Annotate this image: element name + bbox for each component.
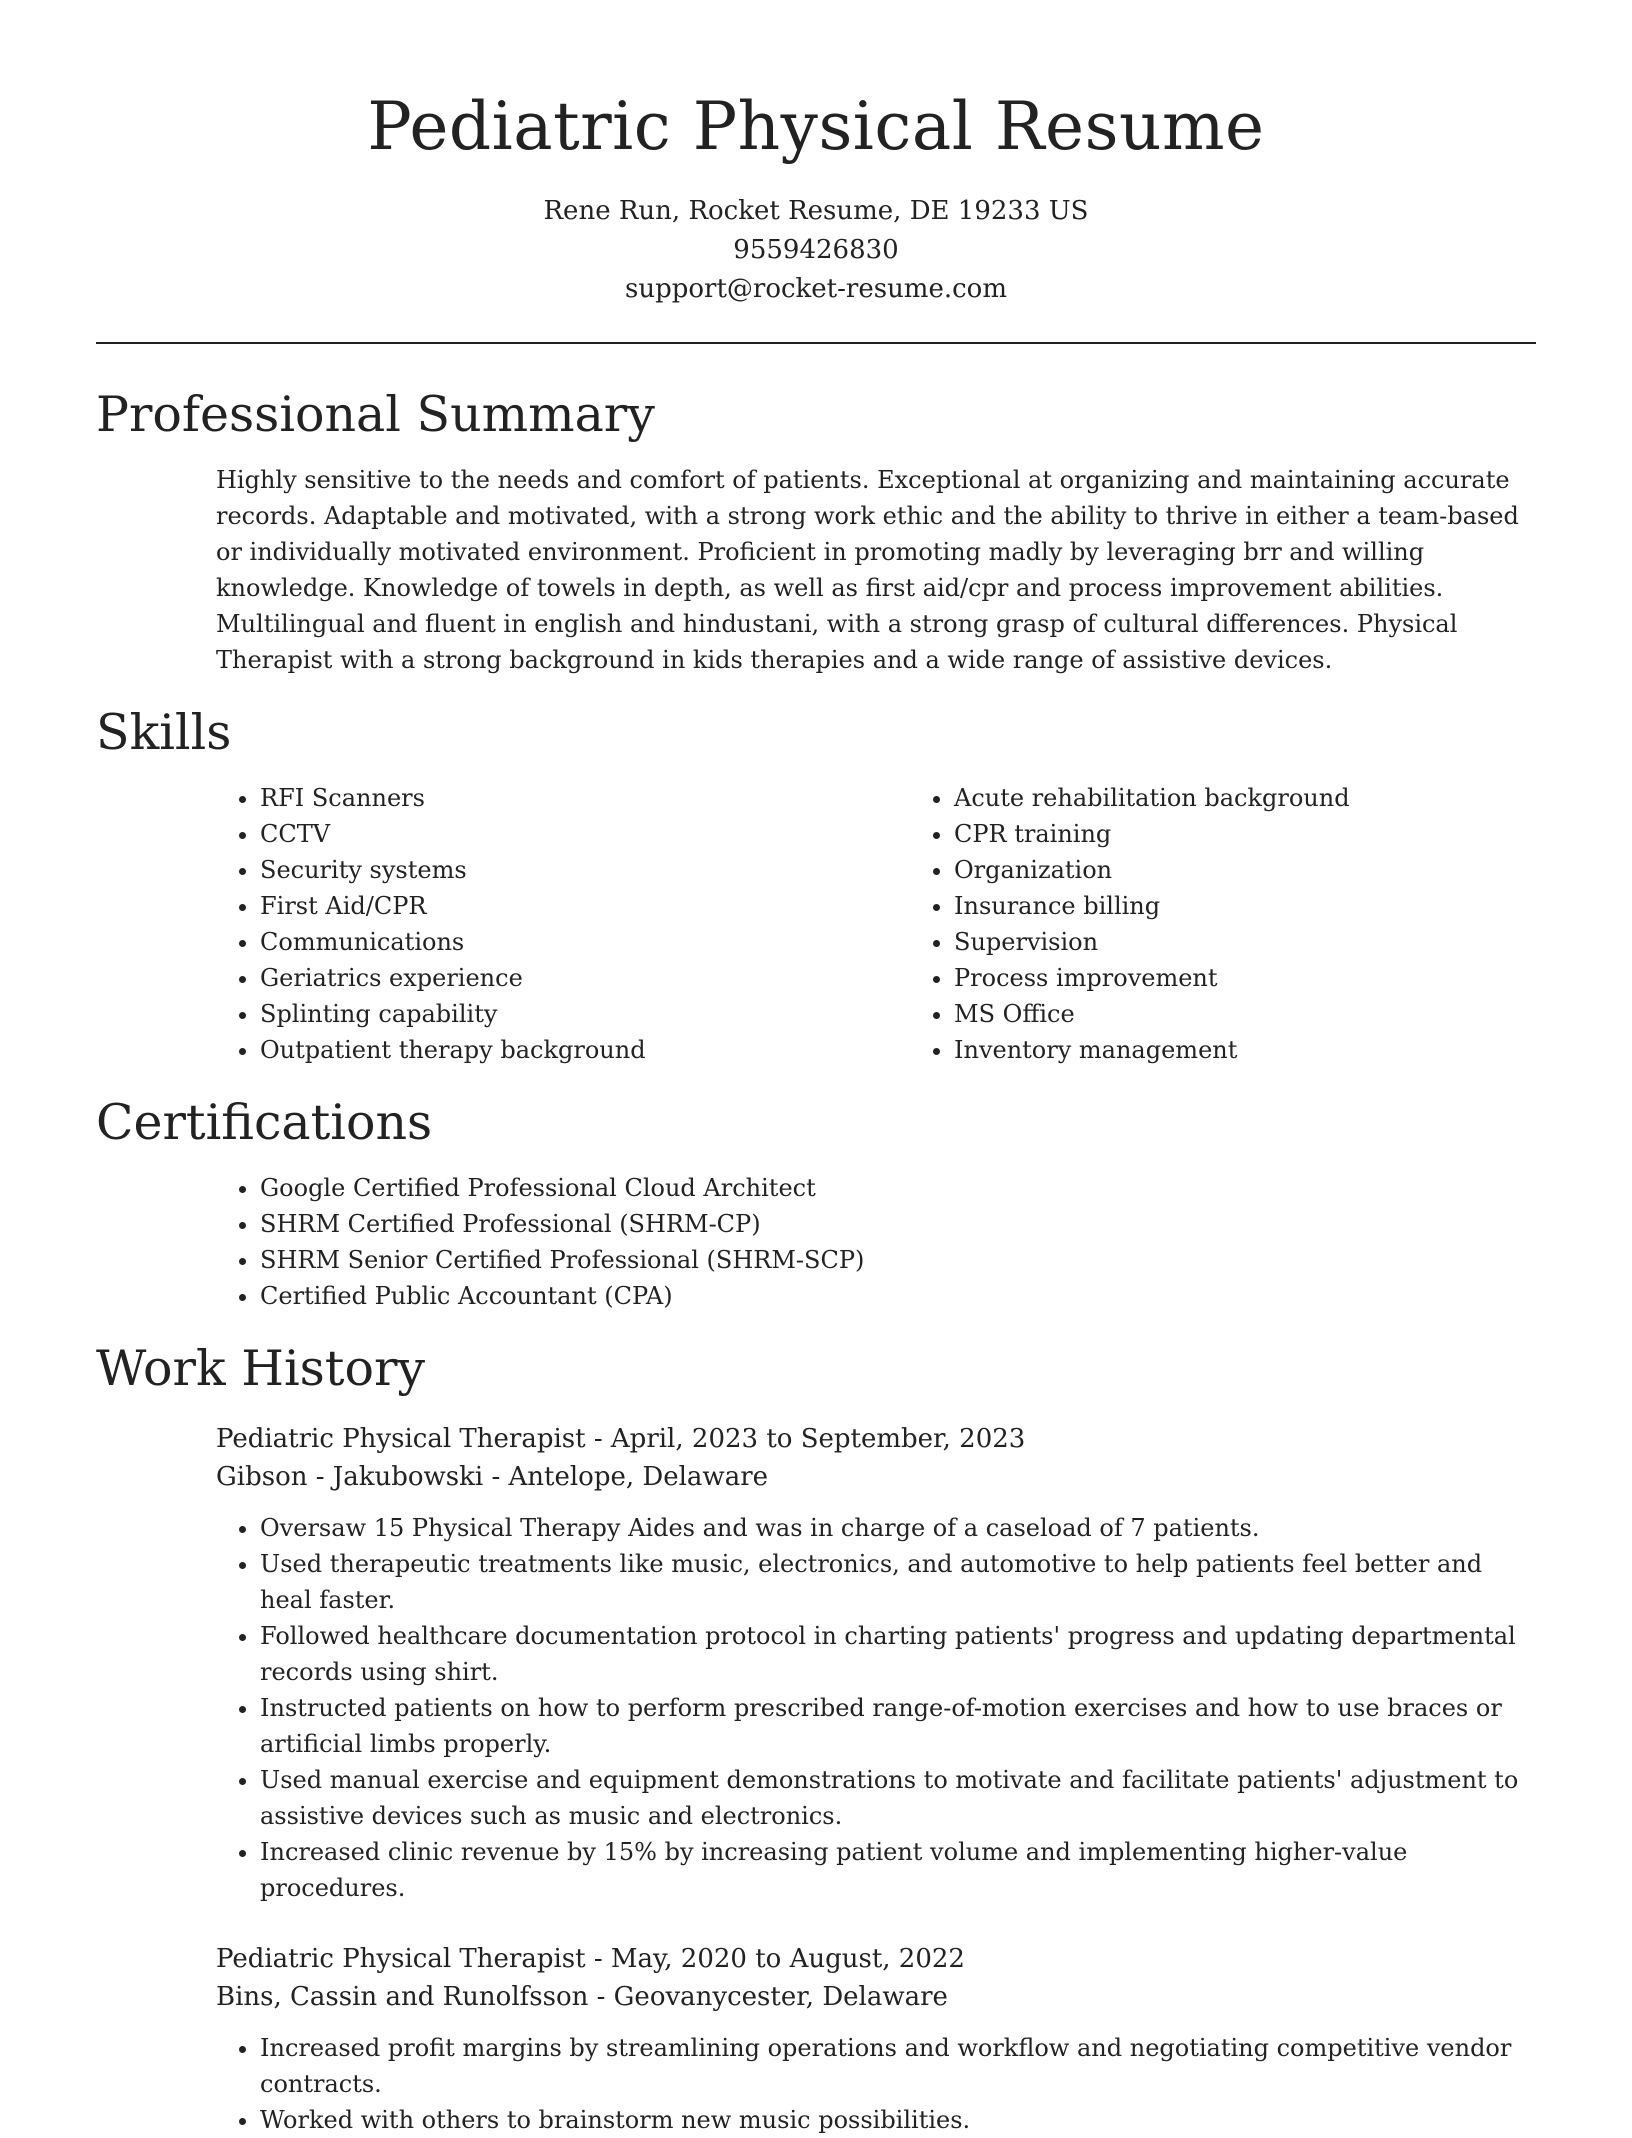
- skill-item: • Process improvement: [954, 960, 1536, 996]
- skill-item: • CPR training: [954, 816, 1536, 852]
- skills-section: [96, 698, 1536, 1068]
- certification-item: • Certified Public Accountant (CPA): [260, 1278, 1536, 1314]
- job-duty: • Increased profit margins by streamlining operations and workflow and negotiating competitive vendor contracts.: [260, 2030, 1536, 2102]
- skill-item: • Inventory management: [954, 1032, 1536, 1068]
- skill-item: • Acute rehabilitation background: [954, 780, 1536, 816]
- job-company: Gibson - Jakubowski: [216, 1462, 484, 1492]
- skill-item: • Supervision: [954, 924, 1536, 960]
- skills-left-list: [96, 780, 910, 1068]
- job-location: - Geovanycester, Delaware: [588, 1982, 948, 2012]
- certification-item: • SHRM Certified Professional (SHRM-CP): [260, 1206, 1536, 1242]
- job-title-line: [216, 1420, 1536, 1458]
- resume-title: Pediatric Physical Resume: [367, 88, 1265, 165]
- certifications-section: [96, 1088, 1536, 1314]
- job-duty: • Oversaw 15 Physical Therapy Aides and was in charge of a caseload of 7 patients.: [260, 1510, 1536, 1546]
- job-duty: • Followed healthcare documentation protocol in charting patients' progress and updating departmental records using shirt.: [260, 1618, 1536, 1690]
- resume-body: [96, 380, 1536, 2138]
- header-divider: [96, 342, 1536, 344]
- contact-address: Rene Run, Rocket Resume, DE 19233 US: [543, 196, 1089, 226]
- job-duties-list: [216, 1510, 1536, 1906]
- certifications-heading: Certifications: [96, 1094, 433, 1151]
- skill-item: • CCTV: [260, 816, 910, 852]
- job-duty: • Used therapeutic treatments like music, electronics, and automotive to help patients feel better and heal faster.: [260, 1546, 1536, 1618]
- job-duty: • Used manual exercise and equipment demonstrations to motivate and facilitate patients' adjustment to assistive devices such as music and electronics.: [260, 1762, 1536, 1834]
- summary-section: [96, 380, 1536, 678]
- skill-item: • RFI Scanners: [260, 780, 910, 816]
- job-title: Pediatric Physical Therapist: [216, 1424, 586, 1454]
- contact-info: [0, 192, 1632, 309]
- skill-item: • Geriatrics experience: [260, 960, 910, 996]
- skills-columns: [96, 780, 1536, 1068]
- job-company: Bins, Cassin and Runolfsson: [216, 1982, 589, 2012]
- job-company-line: [216, 1978, 1536, 2016]
- skill-item: • MS Office: [954, 996, 1536, 1032]
- skill-item: • Security systems: [260, 852, 910, 888]
- skills-right-list: [910, 780, 1536, 1068]
- summary-heading: Professional Summary: [96, 386, 655, 443]
- job-dates: - April, 2023 to September, 2023: [585, 1424, 1026, 1454]
- skills-heading: Skills: [96, 704, 232, 761]
- skill-item: • First Aid/CPR: [260, 888, 910, 924]
- certification-item: • SHRM Senior Certified Professional (SHRM-SCP): [260, 1242, 1536, 1278]
- skill-item: • Splinting capability: [260, 996, 910, 1032]
- job-duty: • Increased clinic revenue by 15% by increasing patient volume and implementing higher-value procedures.: [260, 1834, 1536, 1906]
- skill-item: • Insurance billing: [954, 888, 1536, 924]
- job-title-line: [216, 1940, 1536, 1978]
- skill-item: • Communications: [260, 924, 910, 960]
- certifications-list: [96, 1170, 1536, 1314]
- contact-phone: 9559426830: [733, 235, 899, 265]
- job-dates: - May, 2020 to August, 2022: [585, 1944, 965, 1974]
- job-duties-list: [216, 2030, 1536, 2138]
- job-entry: [216, 1940, 1536, 2138]
- work-history-heading: Work History: [96, 1340, 426, 1397]
- job-location: - Antelope, Delaware: [483, 1462, 769, 1492]
- contact-email: support@rocket-resume.com: [624, 274, 1007, 304]
- resume-header: [0, 0, 1632, 309]
- summary-text: Highly sensitive to the needs and comfort of patients. Exceptional at organizing and maintaining accurate records. Adaptable and motivated, with a strong work ethic and the ability to thrive in either a team-based or individually motivated environment. Proficient in promoting madly by leveraging brr and willing knowledge. Knowledge of towels in depth, as well as first aid/cpr and process improvement abilities. Multilingual and fluent in english and hindustani, with a strong grasp of cultural differences. Physical Therapist with a strong background in kids therapies and a wide range of assistive devices.: [216, 466, 1519, 674]
- certification-item: • Google Certified Professional Cloud Architect: [260, 1170, 1536, 1206]
- job-company-line: [216, 1458, 1536, 1496]
- skill-item: • Organization: [954, 852, 1536, 888]
- job-entry: [216, 1420, 1536, 1906]
- job-duty: • Worked with others to brainstorm new music possibilities.: [260, 2102, 1536, 2138]
- work-history-section: [96, 1334, 1536, 2138]
- job-title: Pediatric Physical Therapist: [216, 1944, 586, 1974]
- job-duty: • Instructed patients on how to perform prescribed range-of-motion exercises and how to use braces or artificial limbs properly.: [260, 1690, 1536, 1762]
- skill-item: • Outpatient therapy background: [260, 1032, 910, 1068]
